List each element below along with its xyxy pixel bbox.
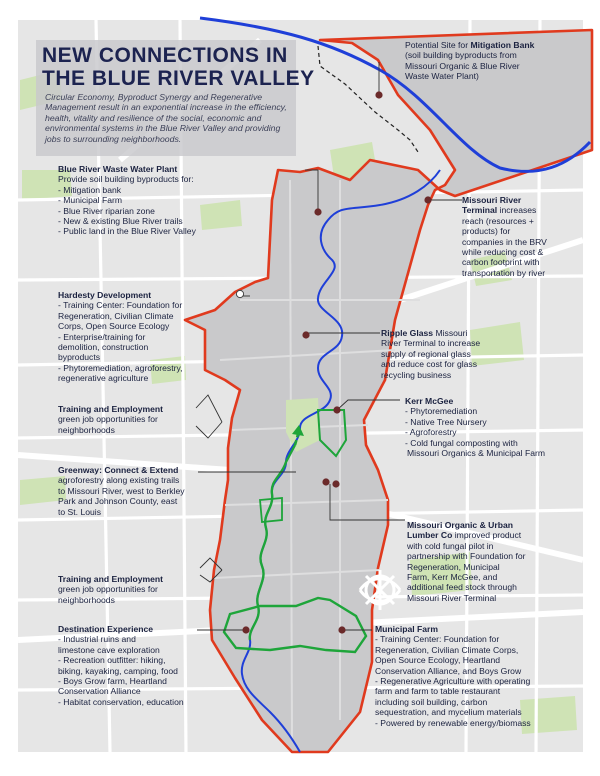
ripple-glass-line: recycling business: [381, 369, 452, 380]
map-marker-icon[interactable]: [302, 331, 309, 338]
training-2-line: green job opportunities for: [58, 584, 158, 595]
kerr-mcgee-list: [405, 406, 545, 448]
list-item: - Mitigation bank: [58, 185, 196, 195]
title-line-2: THE BLUE RIVER VALLEY: [42, 67, 315, 90]
greenway-line: to Missouri River, west to Berkley: [58, 485, 185, 496]
municipal-farm-line: Conservation Alliance, and Boys Grow: [375, 665, 522, 676]
map-marker-icon[interactable]: [314, 208, 321, 215]
list-item: - Municipal Farm: [58, 195, 196, 205]
mitigation-bank-prefix: Potential Site for: [405, 40, 471, 50]
map-marker-icon[interactable]: [424, 196, 431, 203]
missouri-organic-line: Missouri River Terminal: [407, 592, 497, 603]
mitigation-bank-line: Missouri Organic & Blue River: [405, 60, 520, 71]
training-1-line: neighborhoods: [58, 424, 115, 435]
map-marker-icon[interactable]: [332, 480, 339, 487]
terminal-line: while reducing cost &: [462, 247, 544, 258]
ripple-glass-line: and reduce cost for glass: [381, 359, 478, 370]
missouri-organic-title-2: Lumber Co: [407, 530, 453, 541]
municipal-farm-line: - Training Center: Foundation for: [375, 634, 500, 645]
destination-line: - Industrial ruins and: [58, 634, 136, 645]
mitigation-bank-title: Mitigation Bank: [470, 40, 535, 50]
municipal-farm-line: Regeneration, Civilian Climate Corps,: [375, 644, 519, 655]
destination-experience-label: [58, 624, 184, 707]
list-item: - Agroforestry: [405, 427, 545, 437]
hardesty-line: byproducts: [58, 352, 101, 363]
terminal-title-suffix: increases: [497, 205, 537, 216]
missouri-organic-label: [407, 520, 525, 603]
hardesty-line: Regeneration, Civilian Climate: [58, 310, 174, 321]
blue-river-plant-label: [58, 164, 196, 237]
ripple-glass-line: supply of regional glass: [381, 348, 471, 359]
training-employment-2-label: [58, 574, 163, 605]
hardesty-line: regenerative agriculture: [58, 373, 149, 384]
terminal-line: carbon footprint with: [462, 257, 540, 268]
missouri-organic-title-suffix: improved product: [452, 530, 522, 541]
hardesty-label: [58, 290, 183, 384]
training-1-line: green job opportunities for: [58, 414, 158, 425]
destination-line: - Habitat conservation, education: [58, 696, 184, 707]
training-2-title: Training and Employment: [58, 574, 164, 584]
ripple-glass-line: River Terminal to increase: [381, 338, 481, 349]
terminal-title-1: Missouri River: [462, 195, 522, 205]
hardesty-line: - Phytoremediation, agroforestry,: [58, 362, 183, 373]
list-item: - New & existing Blue River trails: [58, 216, 196, 226]
missouri-river-terminal-label: [462, 195, 547, 278]
mitigation-bank-line: (soil building byproducts from: [405, 50, 517, 61]
kerr-mcgee-last-line: Missouri Organics & Municipal Farm: [407, 448, 546, 459]
ripple-glass-title-suffix: Missouri: [433, 328, 468, 338]
intro-text: Circular Economy, Byproduct Synergy and Regenerative Management result in an exponential increase in the efficiency, health, vitality and resilience of the social, economic and environmental systems in the Blue River Valley and providing jobs to surrounding neighborhoods.: [45, 92, 287, 144]
list-item: - Native Tree Nursery: [405, 417, 545, 427]
training-1-title: Training and Employment: [58, 404, 164, 414]
destination-line: Conservation Alliance: [58, 686, 141, 697]
municipal-farm-line: Open Source Ecology, Heartland: [375, 655, 500, 666]
hardesty-line: - Training Center: Foundation for: [58, 300, 183, 311]
municipal-farm-label: [375, 624, 531, 728]
greenway-label: [58, 465, 185, 517]
list-item: - Cold fungal composting with: [405, 438, 545, 448]
terminal-title-2: Terminal: [462, 205, 498, 216]
destination-line: - Boys Grow farm, Heartland: [58, 676, 167, 687]
map-marker-icon[interactable]: [338, 626, 345, 633]
training-employment-1-label: [58, 404, 163, 435]
municipal-farm-line: farm and farm to table restaurant: [375, 686, 501, 697]
kerr-mcgee-title: Kerr McGee: [405, 396, 454, 406]
page-title: [42, 44, 315, 90]
municipal-farm-line: including soil building, carbon: [375, 696, 488, 707]
mitigation-bank-label: [405, 40, 534, 82]
missouri-organic-line: additional feed stock through: [407, 582, 517, 593]
missouri-organic-line: partnership with Foundation for: [407, 551, 526, 562]
greenway-line: to St. Louis: [58, 506, 101, 517]
missouri-organic-line: Regeneration, Municipal: [407, 561, 500, 572]
terminal-line: products) for: [462, 226, 511, 237]
missouri-organic-line: Farm, Kerr McGee, and: [407, 572, 498, 583]
road-interchange-icon: [360, 570, 400, 610]
hardesty-line: Corps, Open Source Ecology: [58, 321, 170, 332]
map-marker-icon[interactable]: [375, 91, 382, 98]
terminal-line: transportation by river: [462, 267, 546, 278]
list-item: - Phytoremediation: [405, 406, 545, 416]
greenway-line: Park and Johnson County, east: [58, 496, 178, 507]
terminal-line: companies in the BRV: [462, 236, 547, 247]
ripple-glass-label: [381, 328, 480, 380]
list-item: - Blue River riparian zone: [58, 206, 196, 216]
blue-river-plant-title: Blue River Waste Water Plant: [58, 164, 178, 174]
destination-line: limestone cave exploration: [58, 644, 160, 655]
ripple-glass-title: Ripple Glass: [381, 328, 434, 338]
greenway-title: Greenway: Connect & Extend: [58, 465, 179, 475]
training-2-line: neighborhoods: [58, 594, 115, 605]
destination-title: Destination Experience: [58, 624, 154, 634]
map-marker-icon[interactable]: [242, 626, 249, 633]
open-circle-marker-icon[interactable]: [236, 290, 243, 297]
hardesty-title: Hardesty Development: [58, 290, 152, 300]
map-marker-icon[interactable]: [322, 478, 329, 485]
missouri-organic-title-1: Missouri Organic & Urban: [407, 520, 514, 530]
terminal-line: reach (resources +: [462, 215, 534, 226]
municipal-farm-line: sequestration, and mycelium materials: [375, 707, 522, 718]
missouri-organic-line: with cold fungal pilot in: [407, 540, 494, 551]
list-item: - Public land in the Blue River Valley: [58, 226, 196, 236]
destination-line: biking, kayaking, camping, food: [58, 665, 178, 676]
mitigation-bank-line: Waste Water Plant): [405, 71, 479, 82]
blue-river-plant-list: [58, 185, 196, 237]
municipal-farm-line: - Regenerative Agriculture with operating: [375, 676, 531, 687]
municipal-farm-title: Municipal Farm: [375, 624, 439, 634]
hardesty-line: demolition, construction: [58, 342, 149, 353]
kerr-mcgee-label: [405, 396, 545, 458]
hardesty-line: - Enterprise/training for: [58, 331, 146, 342]
map-marker-icon[interactable]: [333, 406, 340, 413]
blue-river-plant-subtitle: Provide soil building byproducts for:: [58, 174, 194, 185]
title-line-1: NEW CONNECTIONS IN: [42, 44, 288, 67]
destination-line: - Recreation outfitter: hiking,: [58, 655, 166, 666]
municipal-farm-line: - Powered by renewable energy/biomass: [375, 717, 531, 728]
greenway-line: agroforestry along existing trails: [58, 475, 180, 486]
